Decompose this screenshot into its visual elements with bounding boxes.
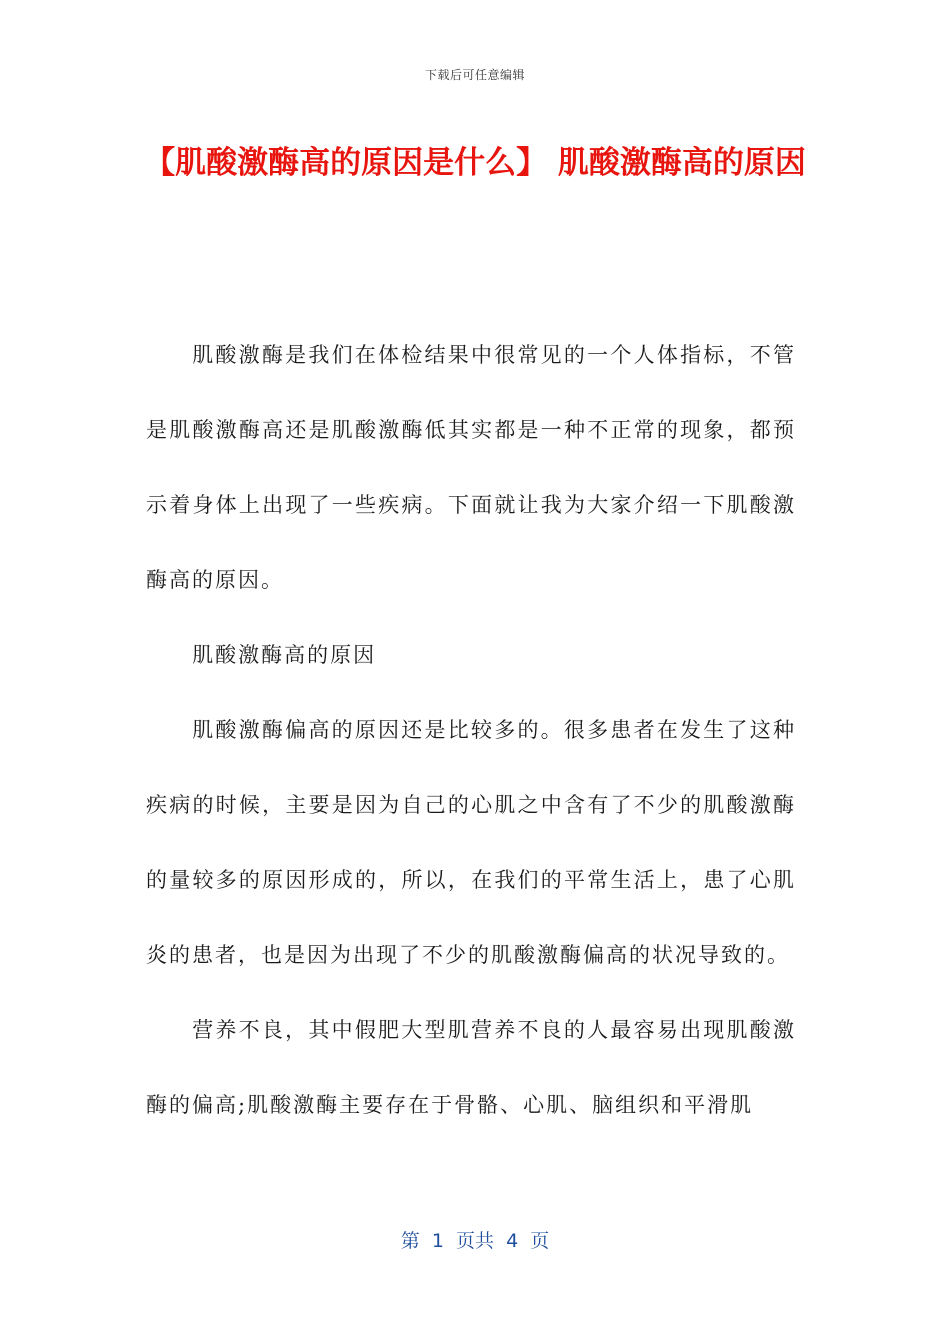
paragraph-malnutrition: 营养不良，其中假肥大型肌营养不良的人最容易出现肌酸激酶的偏高;肌酸激酶主要存在于骨骼、心肌、脑组织和平滑肌	[146, 1018, 796, 1117]
page-number-footer: 第 1 页共 4 页	[400, 1230, 550, 1252]
header-note: 下载后可任意编辑	[424, 68, 525, 82]
paragraph-subheading: 肌酸激酶高的原因	[192, 643, 377, 667]
paragraph-intro: 肌酸激酶是我们在体检结果中很常见的一个人体指标，不管是肌酸激酶高还是肌酸激酶低其实都是一种不正常的现象，都预示着身体上出现了一些疾病。下面就让我为大家介绍一下肌酸激酶高的原因。	[146, 343, 796, 592]
paragraph-causes: 肌酸激酶偏高的原因还是比较多的。很多患者在发生了这种疾病的时候，主要是因为自己的心肌之中含有了不少的肌酸激酶的量较多的原因形成的，所以，在我们的平常生活上，患了心肌炎的患者，也是因为出现了不少的肌酸激酶偏高的状况导致的。	[146, 718, 796, 967]
document-body	[146, 318, 796, 1143]
document-title: 【肌酸激酶高的原因是什么】 肌酸激酶高的原因	[144, 145, 806, 181]
